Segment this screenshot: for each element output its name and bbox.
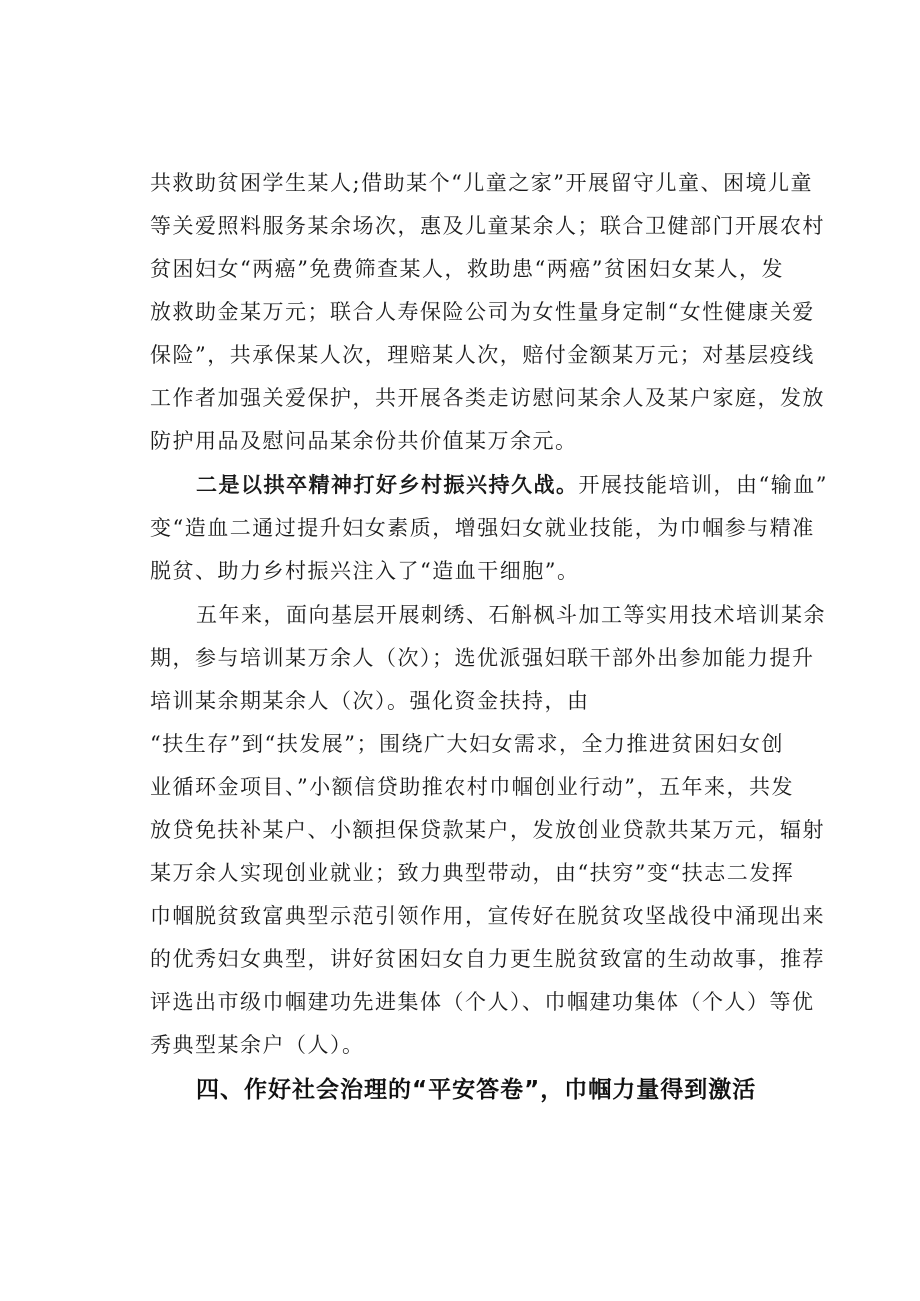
text-line: 业循环金项目、”小额信贷助推农村巾帼创业行动”，五年来，共发 (150, 775, 794, 799)
text-line: 某万余人实现创业就业；致力典型带动，由“扶穷”变“扶志二发挥 (150, 861, 795, 885)
paragraph-first-line (196, 470, 828, 500)
text-line: 五年来，面向基层开展刺绣、石斛枫斗加工等实用技术培训某余 (196, 603, 826, 627)
text-line: 工作者加强关爱保护，共开展各类走访慰问某余人及某户家庭，发放 (150, 386, 825, 410)
text-line: 的优秀妇女典型，讲好贫困妇女自力更生脱贫致富的生动故事，推荐 (150, 947, 825, 971)
text-line: “扶生存”到“扶发展”；围绕广大妇女需求，全力推进贫困妇女创 (150, 732, 784, 756)
text-line: 巾帼脱贫致富典型示范引领作用，宣传好在脱贫攻坚战役中涌现出来 (150, 904, 825, 928)
text-line: 脱贫、助力乡村振兴注入了“造血干细胞”。 (150, 559, 580, 583)
section-heading: 四、作好社会治理的“平安答卷”，巾帼力量得到激活 (196, 1077, 757, 1103)
text-line: 放救助金某万元；联合人寿保险公司为女性量身定制“女性健康关爱 (150, 300, 815, 324)
text-line: 放贷免扶补某户、小额担保贷款某户，发放创业贷款共某万元，辐射 (150, 818, 825, 842)
paragraph-lead-rest: 开展技能培训，由“输血” (578, 473, 828, 497)
paragraph-lead-bold: 二是以拱卒精神打好乡村振兴持久战。 (196, 473, 579, 497)
text-line: 共救助贫困学生某人;借助某个“儿童之家”开展留守儿童、困境儿童 (150, 171, 814, 195)
text-line: 保险”，共承保某人次，理赔某人次，赔付金额某万元；对基层疫线 (150, 343, 815, 367)
text-line: 变“造血二通过提升妇女素质，增强妇女就业技能，为巾帼参与精准 (150, 516, 815, 540)
text-line: 评选出市级巾帼建功先进集体（个人）、巾帼建功集体（个人）等优 (150, 990, 815, 1014)
text-line: 秀典型某余户（人）。 (150, 1033, 365, 1057)
text-line: 期，参与培训某万余人（次）；选优派强妇联干部外出参加能力提升 (150, 646, 815, 670)
text-line: 等关爱照料服务某余场次，惠及儿童某余人；联合卫健部门开展农村 (150, 214, 825, 238)
text-line: 防护用品及慰问品某余份共价值某万余元。 (150, 429, 578, 453)
text-line: 贫困妇女“两癌”免费筛查某人，救助患“两癌”贫困妇女某人，发 (150, 257, 784, 281)
text-line: 培训某余期某余人（次）。强化资金扶持，由 (150, 689, 590, 713)
